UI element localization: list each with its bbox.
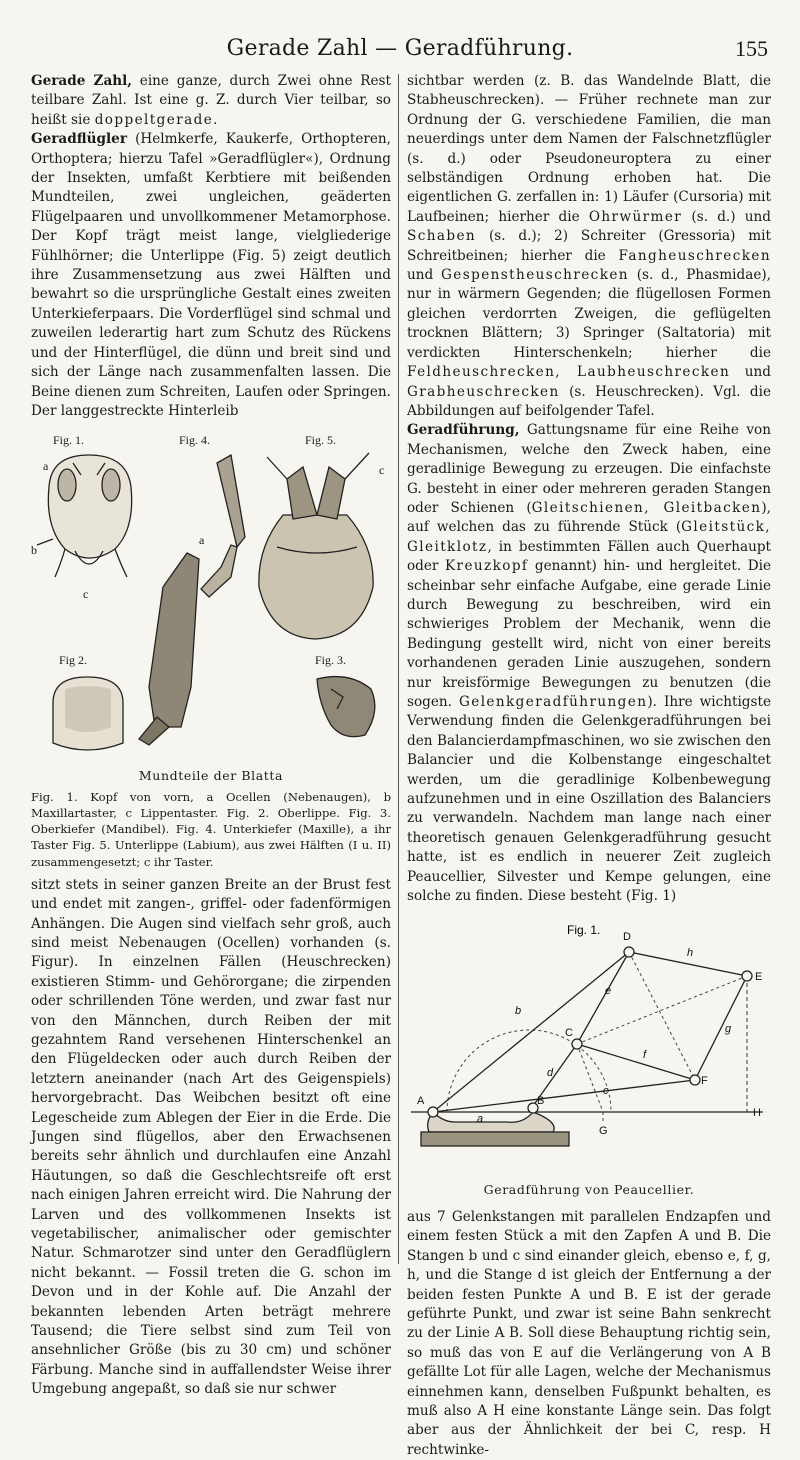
- blatta-illustration: [31, 427, 391, 762]
- entry-geradfluegler-continued: sitzt stets in seiner ganzen Breite an der Brust fest und endet mit zangen-, griffel- oder fadenförmigen Anhängen. Die Augen sind vielfach sehr groß, auch sind meist Nebenaugen (Ocellen) vorhanden (s. Figur). In einzelnen Fällen (Heuschrecken) existieren Stimm- und Gehörorgane; die zirpenden oder schrillenden Töne werden, und zwar fast nur von den Männchen, durch Reiben der mit gezahntem Rand versehenen Hinterschenkel an den Flügeldecken oder auch durch Reiben der letztern aneinander (nach Art des Geigenspiels) hervorgebracht. Das Weibchen besitzt oft eine Legescheide zum Ablegen der Eier in die Erde. Die Jungen sind flügellos, aber den Erwachsenen bereits sehr ähnlich und durchlaufen eine Anzahl Häutungen, so daß die Geschlechtsreife oft erst nach einigen Jahren erreicht wird. Die Nahrung der Larven und des vollkommenen Insekts ist vegetabilischer, animalischer oder gemischter Natur. Schmarotzer sind unter den Geradflüglern nicht bekannt. — Fossil treten die G. schon im Devon und in der Kohle auf. Die Anzahl der bekannten lebenden Arten beträgt mehrere Tausend; die Tiere selbst sind zum Teil von ansehnlicher Größe (bis zu 30 cm) und schöner Färbung. Manche sind in auffallendster Weise ihrer Umgebung angepaßt, so daß sie nur schwer: [31, 876, 391, 1398]
- joints: [428, 947, 752, 1117]
- point-label-G: G: [599, 1125, 608, 1138]
- entry-text: (s. d.) und: [682, 208, 771, 225]
- entry-gerade-zahl: [31, 72, 391, 130]
- term: Fangheuschrecken: [618, 247, 771, 264]
- term: Gleitschienen, Gleitbacken: [531, 499, 762, 516]
- bar-label-c: c: [603, 1085, 609, 1098]
- point-label-E: E: [755, 971, 763, 984]
- fig-label-4: Fig. 4.: [179, 433, 211, 448]
- bar-labels: [477, 947, 732, 1125]
- fixed-base: [421, 1112, 569, 1146]
- entry-geradfluegler-end: [407, 72, 771, 421]
- joint-E: [742, 971, 752, 981]
- entry-text: eine ganze, durch Zwei ohne Rest teilbare Zahl. Ist eine g. Z. durch Vier teilbar, so heißt sie: [31, 73, 391, 128]
- bar-label-e: e: [605, 985, 612, 998]
- joint-F: [690, 1075, 700, 1085]
- page-header: [20, 34, 780, 68]
- bar-c: [433, 1080, 695, 1112]
- bar-label-b: b: [515, 1005, 522, 1018]
- linkage: [433, 952, 747, 1112]
- blatta-drawing: [31, 427, 391, 762]
- joint-C: [572, 1039, 582, 1049]
- entry-text: (s. d.); 2) Schreiter (Gressoria) mit Schreitbeinen; hierher die: [407, 228, 771, 264]
- running-title: Gerade Zahl — Geradführung.: [226, 36, 574, 61]
- geo-fig-label: Fig. 1.: [567, 923, 601, 938]
- headword: Gerade Zahl,: [31, 73, 133, 89]
- term: Schaben: [407, 228, 477, 245]
- headword: Geradflügler: [31, 131, 127, 148]
- label-a: a: [43, 459, 49, 474]
- fig-label-2: Fig 2.: [59, 653, 88, 668]
- label-c: c: [83, 587, 89, 602]
- bar-b: [433, 952, 629, 1112]
- label-c5: c: [379, 463, 385, 478]
- term: Kreuzkopf: [444, 558, 529, 575]
- right-column: [407, 72, 771, 1460]
- term: Feldheuschrecken, Laubheuschrecken: [407, 364, 731, 381]
- maxilla-drawing: [139, 455, 245, 745]
- bar-label-g: g: [725, 1023, 732, 1036]
- bar-label-d: d: [547, 1067, 554, 1080]
- page-number: 155: [735, 36, 768, 61]
- term: Gespenstheuschrecken: [441, 267, 629, 284]
- left-column: [31, 72, 391, 1400]
- headword: Geradführung,: [407, 422, 520, 439]
- blatta-figure: [31, 427, 391, 869]
- entry-text: ). Ihre wichtigste Verwendung finden die Gelenkgeradführungen bei den Balancierdampfmaschinen, wo sie zwischen den Balancier und die Kolbenstange eingeschaltet werden, um die geradlinige Kolbenbewegung aufzunehmen und in eine Oszillation des Balanciers zu verwandeln. Nachdem man lange nach einer theoretisch genauen Gelenkgeradführung gesucht hatte, ist es endlich in neuerer Zeit zugleich Peaucellier, Silvester und Kempe gelungen, eine solche zu finden. Diese besteht (Fig. 1): [407, 694, 771, 905]
- entry-text: genannt) hin- und hergleitet. Die scheinbar sehr einfache Aufgabe, eine gerade Linie durch Bewegung zu beschreiben, wird ein schwieriges Problem der Mechanik, wenn die Bedingung gestellt wird, nicht von einer bereits vorhandenen geraden Linie auszugehen, sondern nur kreisförmige Bewegungen zu benutzen (die sogen.: [407, 558, 771, 710]
- bar-label-h: h: [687, 947, 694, 960]
- figure-caption-title: Mundteile der Blatta: [138, 768, 284, 784]
- point-label-B: B: [537, 1095, 545, 1108]
- peaucellier-diagram: [407, 916, 771, 1174]
- entry-geradfluegler: [31, 130, 391, 421]
- entry-text: und: [730, 364, 771, 381]
- fig-label-1: Fig. 1.: [53, 433, 85, 448]
- term: Gleitstück, Gleitklotz: [407, 519, 771, 555]
- fig-label-5: Fig. 5.: [305, 433, 337, 448]
- entry-text: , in bestimmten Fällen auch Querhaupt oder: [407, 538, 771, 575]
- bar-f: [577, 1044, 695, 1080]
- term: Gelenkgeradführungen: [458, 694, 648, 710]
- point-label-D: D: [623, 931, 631, 944]
- point-labels: [417, 931, 762, 1137]
- point-label-H: H: [753, 1107, 761, 1120]
- term: Ohrwürmer: [588, 208, 683, 225]
- label-b: b: [31, 543, 37, 558]
- entry-text: sichtbar werden (z. B. das Wandelnde Blatt, die Stabheuschrecken). — Früher rechnete man zur Ordnung der G. verschiedene Familien, die man neuerdings unter dem Namen der Falschnetzflügler (s. d.) oder Pseudoneuroptera zu einer selbständigen Ordnung erhoben hat. Die eigentlichen G. zerfallen in: 1) Läufer (Cursoria) mit Laufbeinen; hierher die: [407, 73, 771, 225]
- labium-drawing: [259, 453, 373, 639]
- joint-D: [624, 947, 634, 957]
- term: Grabheuschrecken: [407, 383, 560, 400]
- bar-label-a: a: [477, 1113, 484, 1126]
- label-a4: a: [199, 533, 205, 548]
- entry-text: (Helmkerfe, Kaukerfe, Orthopteren, Orthoptera; hierzu Tafel »Geradflügler«), Ordnung der Insekten, umfaßt Kerbtiere mit beißenden Mundteilen, zwei ungleichen, geäderten Flügelpaaren und unvollkommener Metamorphose. Der Kopf trägt meist lange, vielgliederige Fühlhörner; die Unterlippe (Fig. 5) zeigt deutlich ihre Zusammensetzung aus zwei Hälften und bewahrt so die ursprüngliche Gestalt eines zweiten Unterkieferpaars. Die Vorderflügel sind schmal und zuweilen lederartig hart zum Schutz des Rückens und der Hinterflügel, die dünn und breit sind und sich der Länge nach zusammenfalten lassen. Die Beine dienen zum Schreiten, Laufen oder Springen. Der langgestreckte Hinterleib: [31, 131, 391, 419]
- entry-text: (s. Heuschrecken). Vgl. die Abbildungen auf beifolgender Tafel.: [407, 383, 771, 419]
- entry-term: doppeltgerade.: [94, 111, 219, 128]
- labrum-drawing: [53, 677, 123, 750]
- entry-geradfuehrung: [407, 421, 771, 906]
- mandible-drawing: [317, 677, 375, 737]
- entry-text: Gattungsname für eine Reihe von Mechanismen, welche den Zweck haben, eine geradlinige Bewegung zu erzeugen. Die einfachste G. besteht in einer oder mehreren geraden Stangen oder Schienen (: [407, 422, 771, 516]
- figure-caption: Fig. 1. Kopf von vorn, a Ocellen (Nebenaugen), b Maxillartaster, c Lippentaster. Fig. 2. Oberlippe. Fig. 3. Oberkiefer (Mandibel). Fig. 4. Unterkiefer (Maxille), a ihr Taster Fig. 5. Unterlippe (Labium), aus zwei Hälften (I u. II) zusammengesetzt; c ihr Taster.: [31, 789, 391, 869]
- bar-g: [695, 976, 747, 1080]
- peaucellier-caption: Geradführung von Peaucellier.: [483, 1182, 695, 1198]
- entry-geradfuehrung-continued: aus 7 Gelenkstangen mit parallelen Endzapfen und einem festen Stück a mit den Zapfen A und B. Die Stangen b und c sind einander gleich, ebenso e, f, g, h, und die Stange d ist gleich der Entfernung a der beiden festen Punkte A und B. E ist der gerade geführte Punkt, und zwar ist seine Bahn senkrecht zu der Linie A B. Soll diese Behauptung richtig sein, so muß das von E auf die Verlängerung von A B gefällte Lot für alle Lagen, welche der Mechanismus einnehmen kann, denselben Fußpunkt behalten, es muß also A H eine konstante Länge sein. Das folgt aber aus der Ähnlichkeit der bei C, resp. H rechtwinke-: [407, 1208, 771, 1458]
- joint-A: [428, 1107, 438, 1117]
- fig-label-3: Fig. 3.: [315, 653, 347, 668]
- entry-text: (s. d., Phasmidae), nur in wärmern Gegenden; die flügellosen Formen gleichen verdorrten Zweigen, die geflügelten trocknen Blättern; 3) Springer (Saltatoria) mit verdickten Hinterschenkeln; hierher die: [407, 267, 771, 361]
- entry-text: und: [407, 267, 442, 284]
- peaucellier-figure: [407, 916, 771, 1174]
- head-drawing: [37, 455, 132, 577]
- entry-text: ), auf welchen das zu führende Stück (: [407, 499, 771, 536]
- point-label-F: F: [701, 1075, 708, 1088]
- bar-e: [577, 952, 629, 1044]
- column-divider: [398, 74, 399, 1264]
- bar-label-f: f: [643, 1049, 647, 1062]
- point-label-C: C: [565, 1027, 573, 1040]
- point-label-A: A: [417, 1095, 425, 1108]
